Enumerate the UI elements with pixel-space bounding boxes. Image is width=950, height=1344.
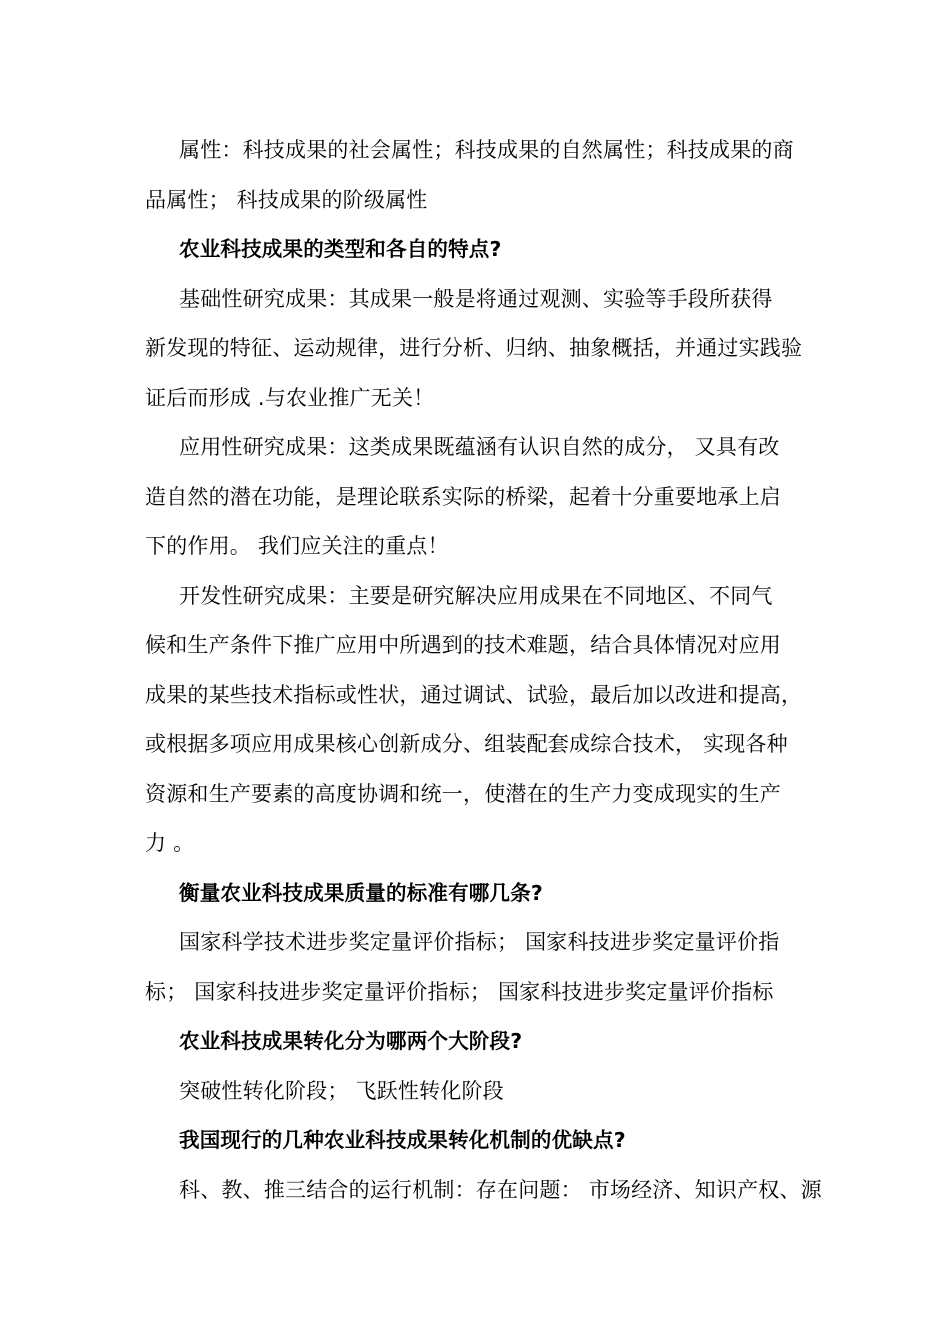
paragraph-line: 力 。 — [145, 831, 195, 855]
paragraph-line: 突破性转化阶段； 飞跃性转化阶段 — [179, 1078, 504, 1103]
question-heading: 农业科技成果转化分为哪两个大阶段? — [179, 1029, 523, 1053]
paragraph-line: 资源和生产要素的高度协调和统一，使潜在的生产力变成现实的生产 — [145, 781, 781, 806]
paragraph-line: 国家科学技术进步奖定量评价指标； 国家科技进步奖定量评价指 — [179, 930, 780, 954]
paragraph-line: 开发性研究成果：主要是研究解决应用成果在不同地区、不同气 — [179, 583, 773, 608]
paragraph-line: 造自然的潜在功能，是理论联系实际的桥梁，起着十分重要地承上启 — [145, 484, 781, 509]
paragraph-line: 候和生产条件下推广应用中所遇到的技术难题，结合具体情况对应用 — [145, 633, 781, 657]
paragraph-line: 品属性； 科技成果的阶级属性 — [145, 187, 428, 212]
paragraph-line: 证后而形成 .与农业推广无关！ — [145, 385, 435, 410]
paragraph-line: 成果的某些技术指标或性状，通过调试、试验，最后加以改进和提高， — [145, 682, 803, 707]
paragraph-line: 应用性研究成果：这类成果既蕴涵有认识自然的成分， 又具有改 — [179, 435, 780, 459]
document-body — [145, 126, 822, 1215]
paragraph-line: 属性：科技成果的社会属性；科技成果的自然属性；科技成果的商 — [179, 138, 794, 162]
question-heading: 衡量农业科技成果质量的标准有哪几条? — [179, 880, 543, 905]
paragraph-line: 标； 国家科技进步奖定量评价指标； 国家科技进步奖定量评价指标 — [145, 979, 774, 1004]
paragraph-line: 或根据多项应用成果核心创新成分、组装配套成综合技术， 实现各种 — [145, 732, 788, 756]
paragraph-line: 新发现的特征、运动规律，进行分析、归纳、抽象概括，并通过实践验 — [145, 336, 803, 360]
paragraph-line: 基础性研究成果：其成果一般是将通过观测、实验等手段所获得 — [179, 286, 773, 311]
question-heading: 农业科技成果的类型和各自的特点? — [179, 237, 502, 261]
paragraph-line: 下的作用。 我们应关注的重点！ — [145, 534, 449, 558]
question-heading: 我国现行的几种农业科技成果转化机制的优缺点? — [179, 1128, 626, 1152]
paragraph-line: 科、教、推三结合的运行机制：存在问题： 市场经济、知识产权、源 — [179, 1177, 822, 1202]
